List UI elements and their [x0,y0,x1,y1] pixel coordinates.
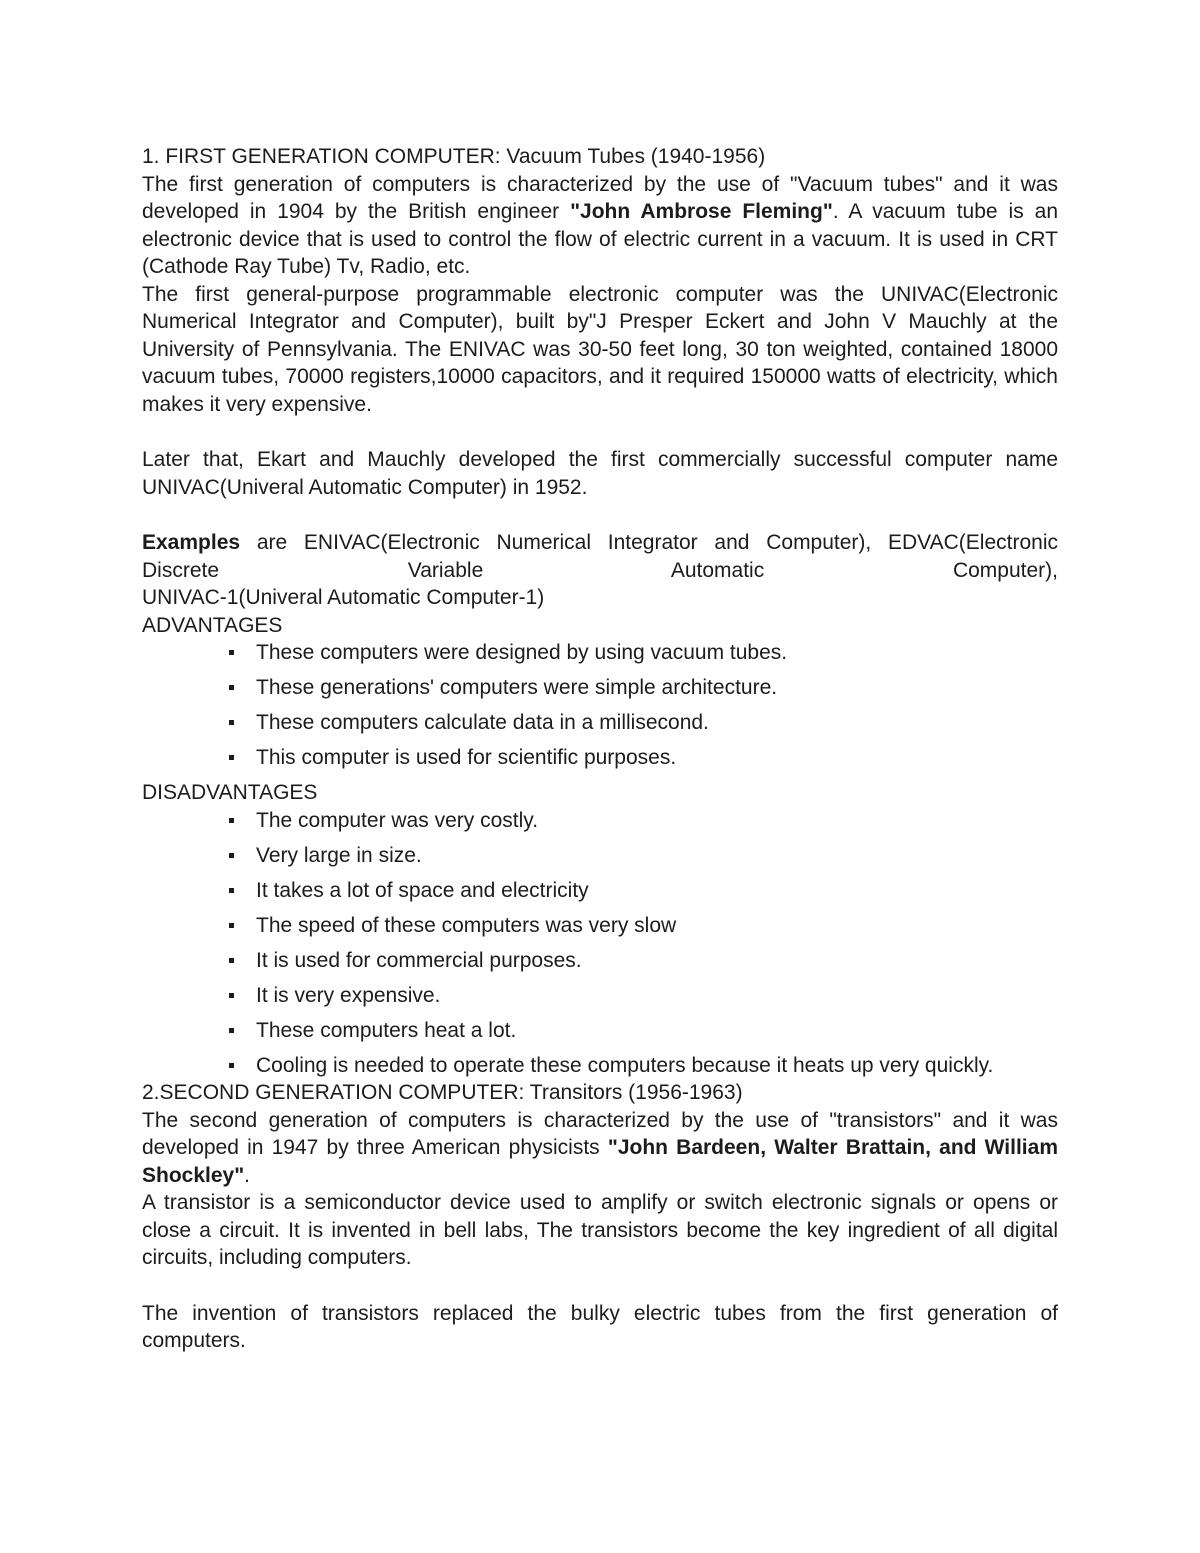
section2-paragraph-2: A transistor is a semiconductor device used to amplify or switch electronic signals or opens or close a circuit. It is invented in bell labs, The transistors become the key ingredient of all digital circuits, including computers. [142,1191,1058,1269]
disadvantages-label: DISADVANTAGES [142,781,318,804]
section1-paragraph-1-text-a: The first generation of computers is characterized by the use of "Vacuum tubes" and it was developed in 1904 by the British engineer [142,172,1058,223]
list-item-text: These computers calculate data in a millisecond. [256,711,709,734]
bullet-icon [229,1063,234,1068]
list-item-text: The speed of these computers was very slow [256,913,677,937]
list-item-text: These generations' computers were simple architecture. [256,676,778,699]
list-item [256,639,1058,667]
bullet-icon [229,685,234,690]
document-page [142,143,1058,1355]
section1-paragraph-1-bold: "John Ambrose Fleming" [570,200,833,223]
list-item-text: It is very expensive. [256,983,441,1007]
disadvantages-list [142,807,1058,1080]
spacer [142,1272,1058,1300]
bullet-icon [229,993,234,998]
list-item [256,877,1058,905]
section2-paragraph-1-text-b: . [244,1163,251,1187]
examples-text: are ENIVAC(Electronic Numerical Integrator and Computer), EDVAC(Electronic Discrete Variable Automatic Computer), [142,531,1058,582]
bullet-icon [229,650,234,655]
section1-heading: 1. FIRST GENERATION COMPUTER: Vacuum Tubes (1940-1956) [142,145,766,168]
section2-heading: 2.SECOND GENERATION COMPUTER: Transitors (1956-1963) [142,1081,743,1104]
bullet-icon [229,853,234,858]
list-item-text: Cooling is needed to operate these computers because it heats up very quickly. [256,1053,994,1077]
section2-paragraph-1-bold: "John Bardeen, Walter Brattain, and William Shockley" [142,1136,1058,1187]
section1-paragraph-2: The first general-purpose programmable electronic computer was the UNIVAC(Electronic Numerical Integrator and Computer), built by"J Presper Eckert and John V Mauchly at the University of Pennsylvania. The ENIVAC was 30-50 feet long, 30 ton weighted, contained 18000 vacuum tubes, 70000 registers,10000 capacitors, and it required 150000 watts of electricity, which makes it very expensive. [142,282,1058,416]
list-item [256,982,1058,1010]
list-item [256,1017,1058,1045]
section2-paragraph-1-text-a: The second generation of computers is characterized by the use of "transistors" and it was developed in 1947 by three American physicists [142,1108,1058,1159]
bullet-icon [229,755,234,760]
bullet-icon [229,1028,234,1033]
bullet-icon [229,720,234,725]
list-item [256,912,1058,940]
section2-paragraph-1 [142,1107,1058,1190]
list-item [256,947,1058,975]
list-item [256,709,1058,737]
list-item-text: It is used for commercial purposes. [256,948,582,972]
examples-paragraph [142,529,1058,584]
list-item [256,1052,1058,1080]
list-item-text: This computer is used for scientific purposes. [256,746,677,769]
list-item-text: These computers heat a lot. [256,1018,517,1042]
section1-paragraph-3: Later that, Ekart and Mauchly developed the first commercially successful computer name UNIVAC(Univeral Automatic Computer) in 1952. [142,448,1058,499]
list-item [256,674,1058,702]
examples-bold: Examples [142,531,241,554]
spacer [142,418,1058,446]
list-item [256,807,1058,835]
bullet-icon [229,923,234,928]
spacer [142,501,1058,529]
list-item [256,842,1058,870]
list-item-text: The computer was very costly. [256,808,539,832]
section2-paragraph-3: The invention of transistors replaced the bulky electric tubes from the first generation of computers. [142,1301,1058,1352]
list-item-text: It takes a lot of space and electricity [256,878,589,902]
examples-last-line: UNIVAC-1(Univeral Automatic Computer-1) [142,586,545,609]
section1-paragraph-1-text-b: . A vacuum tube is an electronic device that is used to control the flow of electric current in a vacuum. It is used in CRT (Cathode Ray Tube) Tv, Radio, etc. [142,200,1059,278]
section1-paragraph-1 [142,171,1058,281]
bullet-icon [229,818,234,823]
advantages-list [142,639,1058,772]
advantages-label: ADVANTAGES [142,613,283,637]
bullet-icon [229,888,234,893]
list-item-text: Very large in size. [256,843,422,867]
list-item [256,744,1058,772]
list-item-text: These computers were designed by using vacuum tubes. [256,641,788,664]
bullet-icon [229,958,234,963]
